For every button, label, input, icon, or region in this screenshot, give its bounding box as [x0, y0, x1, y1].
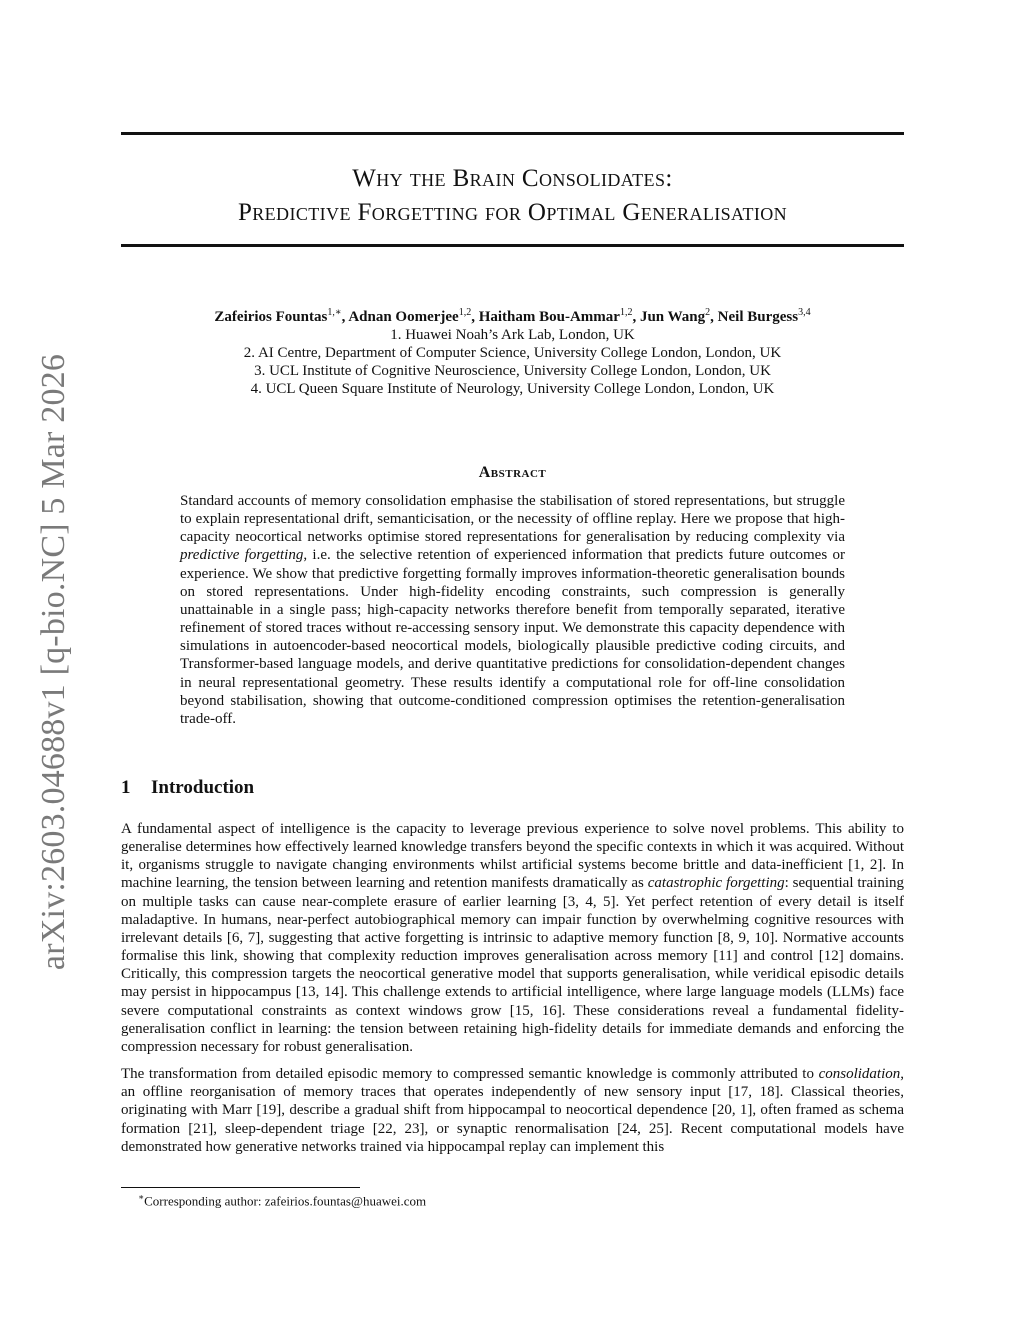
footnote-marker: ∗ — [138, 1192, 145, 1202]
affiliation-line: 3. UCL Institute of Cognitive Neuroscience, University College London, London, UK — [254, 363, 771, 379]
abstract-heading: Abstract — [478, 464, 547, 481]
author-name: Haitham Bou-Ammar — [478, 309, 620, 325]
paper-title — [121, 162, 904, 230]
author-separator: , — [710, 309, 718, 325]
section-heading — [121, 777, 254, 799]
author-separator: , — [341, 309, 349, 325]
affiliation-line: 1. Huawei Noah’s Ark Lab, London, UK — [390, 327, 635, 343]
abstract-emphasis: predictive forgetting — [180, 547, 304, 564]
paragraph-text: A fundamental aspect of intelligence is the capacity to leverage previous experience to solve novel problems. This ability to generalise determines how effectively learned knowledge transfers beyond the specific contexts in which it was acquired. Without it, organisms struggle to navigate changing environments whilst artificial systems become brittle and data-inefficient [1, 2]. In machine learning, the tension between learning and retention manifests dramatically as — [121, 821, 904, 892]
arxiv-identifier-stamp: arXiv:2603.04688v1 [q-bio.NC] 5 Mar 2026 — [35, 353, 72, 971]
title-top-rule — [121, 132, 904, 135]
author-name: Jun Wang — [639, 309, 706, 325]
author-affiliation-marker: 3,4 — [798, 307, 811, 318]
author-affiliation-marker: 1,∗ — [327, 307, 342, 318]
affiliation-line: 4. UCL Queen Square Institute of Neurology, University College London, London, UK — [250, 381, 775, 397]
footnote-text: Corresponding author: zafeirios.fountas@huawei.com — [144, 1193, 427, 1209]
author-separator: , — [632, 309, 640, 325]
paragraph-text: , an offline reorganisation of memory traces that operates independently of new sensory input [17, 18]. Classical theories, originating with Marr [19], describe a gradual shift from hippocampal to neocortical dependence [20, 1], often framed as schema formation [21], sleep-dependent triage [22, 23], or synaptic renormalisation [24, 25]. Recent computational models have demonstrated how generative networks trained via hippocampal replay can implement this — [121, 1066, 904, 1155]
author-affiliation-marker: 2 — [705, 307, 711, 318]
title-bottom-rule — [121, 244, 904, 247]
author-affiliation-marker: 1,2 — [458, 307, 472, 318]
paragraph-text: : sequential training on multiple tasks can cause near-complete erasure of earlier learning [3, 4, 5]. Yet perfect retention of every detail is itself maladaptive. In humans, near-perfect autobiographical memory can impair function by overwhelming cognitive resources with irrelevant details [6, 7], suggesting that active forgetting is intrinsic to adaptive memory function [8, 9, 10]. Normative accounts formalise this link, showing that complexity reduction improves generalisation across memory [11] and control [12] domains. Critically, this compression targets the neocortical generative model that supports generalisation, while veridical episodic details may persist in hippocampus [13, 14]. This challenge extends to artificial intelligence, where large language models (LLMs) face severe computational constraints as context windows grow [15, 16]. These considerations reveal a fundamental fidelity-generalisation conflict in learning: the tension between retaining high-fidelity details for immediate demands and enforcing the compression necessary for robust generalisation. — [121, 875, 904, 1055]
author-separator: , — [471, 309, 479, 325]
author-name: Zafeirios Fountas — [214, 309, 328, 325]
title-line-1: Why the Brain Consolidates: — [352, 165, 673, 192]
section-number: 1 — [121, 777, 131, 798]
author-name: Adnan Oomerjee — [348, 309, 459, 325]
author-block — [121, 304, 904, 398]
paragraph-emphasis: catastrophic forgetting — [647, 875, 785, 892]
author-name: Neil Burgess — [717, 309, 799, 325]
introduction-body — [121, 820, 904, 1165]
author-affiliation-marker: 1,2 — [619, 307, 633, 318]
footnote — [138, 1192, 426, 1209]
body-paragraph — [121, 1065, 904, 1156]
abstract-text — [180, 492, 845, 728]
body-paragraph — [121, 820, 904, 1056]
section-title: Introduction — [151, 777, 255, 798]
author-list — [121, 304, 904, 326]
abstract-text-part: , i.e. the selective retention of experienced information that predicts future outcomes or experience. We show that predictive forgetting formally improves information-theoretic generalisation bounds on stored representations. Under high-fidelity encoding constraints, such compression is generally unattainable in a single pass; high-capacity networks therefore benefit from temporally separated, iterative refinement of stored traces without re-accessing sensory input. We demonstrate this capacity dependence with simulations in autoencoder-based neocortical models, biologically plausible predictive coding circuits, and Transformer-based language models, and derive quantitative predictions for consolidation-dependent changes in neural representational geometry. These results identify a computational role for off-line consolidation beyond stabilisation, showing that outcome-conditioned compression optimises the retention-generalisation trade-off. — [180, 547, 845, 727]
footnote-rule — [121, 1187, 360, 1188]
abstract-text-part: Standard accounts of memory consolidation emphasise the stabilisation of stored representations, but struggle to explain representational drift, semanticisation, or the necessity of offline replay. Here we propose that high-capacity neocortical networks optimise stored representations for generalisation by reducing complexity via — [180, 493, 845, 546]
affiliation-line: 2. AI Centre, Department of Computer Science, University College London, London, UK — [243, 345, 782, 361]
paragraph-text: The transformation from detailed episodic memory to compressed semantic knowledge is commonly attributed to — [121, 1066, 819, 1083]
title-line-2: Predictive Forgetting for Optimal Generalisation — [237, 199, 788, 226]
paragraph-emphasis: consolidation — [818, 1066, 901, 1083]
